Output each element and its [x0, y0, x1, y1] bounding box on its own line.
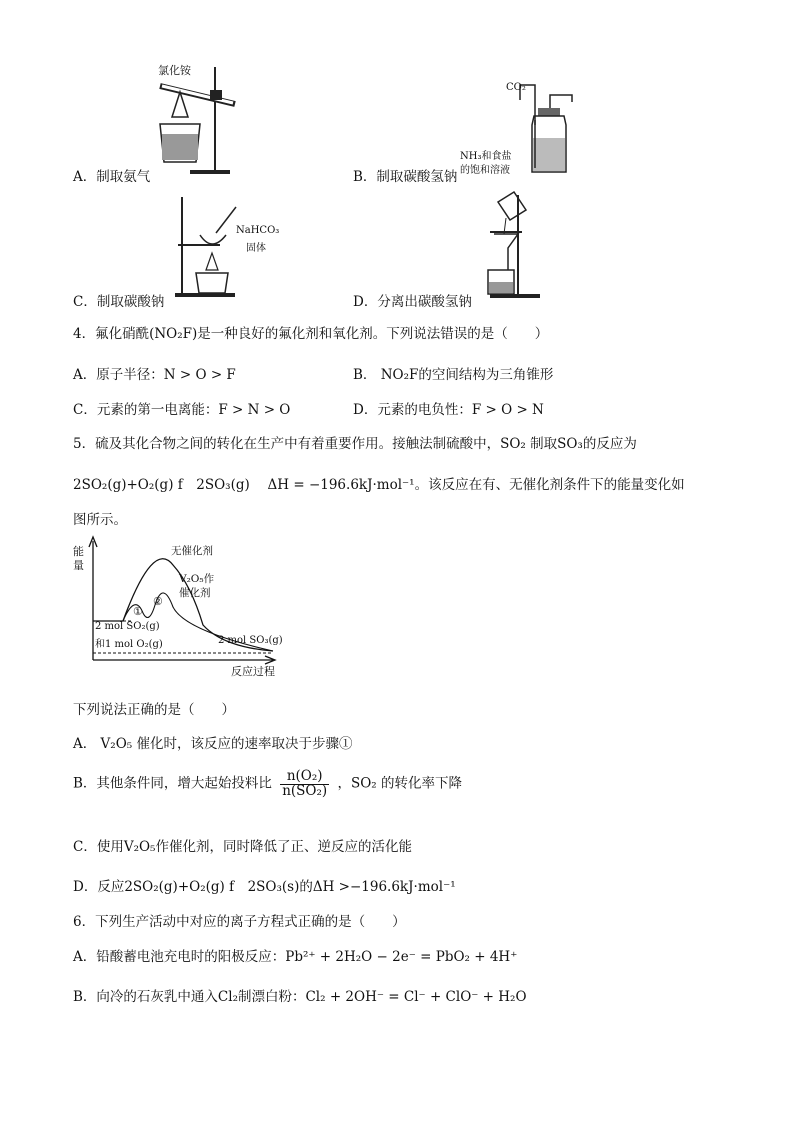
apparatus-b-figure — [460, 80, 580, 178]
q5-stem-line-1: 5．硫及其化合物之间的转化在生产中有着重要作用。接触法制硫酸中，SO₂ 制取SO₃的反应为 — [73, 436, 637, 452]
nh3-salt-label-2: 的饱和溶液 — [460, 165, 510, 176]
q6-option-a: A．铅酸蓄电池充电时的阳极反应：Pb²⁺ + 2H₂O − 2e⁻ = PbO₂ + 4H⁺ — [73, 949, 518, 965]
nh3-salt-label-1: NH₃和食盐 — [460, 151, 512, 162]
option-3b: B．制取碳酸氢钠 — [353, 169, 458, 185]
catalyzed-label-2: 催化剂 — [179, 587, 211, 599]
solid-label: 固体 — [246, 243, 266, 254]
q4-stem: 4．氟化硝酰(NO₂F)是一种良好的氟化剂和氧化剂。下列说法错误的是（ ） — [73, 326, 549, 342]
ammonium-chloride-label: 氯化铵 — [158, 64, 191, 77]
apparatus-a-figure — [150, 62, 250, 182]
nahco3-label: NaHCO₃ — [236, 225, 280, 236]
products-label: 2 mol SO₃(g) — [218, 635, 283, 646]
x-axis-label: 反应过程 — [231, 665, 275, 678]
catalyzed-label-1: V₂O₅作 — [179, 573, 215, 585]
step-2-label: ② — [153, 595, 163, 608]
q5-option-b-pre: B．其他条件同，增大起始投料比 — [73, 775, 272, 792]
apparatus-d-figure — [470, 190, 560, 300]
apparatus-c-figure — [170, 195, 290, 300]
fraction-numerator: n(O₂) — [280, 770, 329, 785]
q5-option-b-post: ，SO₂ 的转化率下降 — [337, 775, 463, 792]
q5-option-a: A． V₂O₅ 催化时，该反应的速率取决于步骤① — [73, 736, 353, 752]
option-3a: A．制取氨气 — [73, 169, 151, 185]
step-1-label: ① — [133, 605, 143, 618]
option-3d: D．分离出碳酸氢钠 — [353, 294, 472, 310]
q5-option-d: D．反应2SO₂(g)+O₂(g) f 2SO₃(s)的ΔH >−196.6kJ·mol⁻¹ — [73, 879, 456, 895]
q6-stem: 6．下列生产活动中对应的离子方程式正确的是（ ） — [73, 914, 406, 930]
y-axis-label-2: 量 — [73, 559, 84, 572]
q4-option-d: D．元素的电负性：F > O > N — [353, 402, 544, 418]
q5-stem-line-3: 图所示。 — [73, 512, 127, 528]
reactants-label-2: 和1 mol O₂(g) — [95, 639, 163, 650]
option-3c: C．制取碳酸钠 — [73, 294, 165, 310]
q4-option-c: C．元素的第一电离能：F > N > O — [73, 402, 291, 418]
q6-option-b: B．向冷的石灰乳中通入Cl₂制漂白粉：Cl₂ + 2OH⁻ = Cl⁻ + ClO⁻ + H₂O — [73, 989, 527, 1005]
q4-option-a: A．原子半径：N > O > F — [73, 367, 236, 383]
q4-option-b: B． NO₂F的空间结构为三角锥形 — [353, 367, 554, 383]
energy-diagram — [73, 535, 288, 680]
ammonia-apparatus-drawing — [150, 62, 250, 182]
co2-label: CO₂ — [506, 82, 526, 93]
uncatalyzed-label: 无催化剂 — [171, 545, 213, 557]
q5-option-c: C．使用V₂O₅作催化剂，同时降低了正、逆反应的活化能 — [73, 839, 412, 855]
sodium-carbonate-apparatus-drawing — [170, 195, 290, 300]
fraction-denominator: n(SO₂) — [282, 782, 328, 799]
q5-ask: 下列说法正确的是（ ） — [73, 702, 235, 718]
filtration-apparatus-drawing — [470, 190, 560, 300]
q5-option-b — [73, 770, 462, 798]
q5-option-b-fraction — [280, 770, 329, 798]
q5-stem-line-2: 2SO₂(g)+O₂(g) f 2SO₃(g) ΔH = −196.6kJ·mol⁻¹。该反应在有、无催化剂条件下的能量变化如 — [73, 477, 685, 493]
reactants-label-1: 2 mol SO₂(g) — [95, 621, 160, 632]
y-axis-label-1: 能 — [73, 545, 84, 558]
